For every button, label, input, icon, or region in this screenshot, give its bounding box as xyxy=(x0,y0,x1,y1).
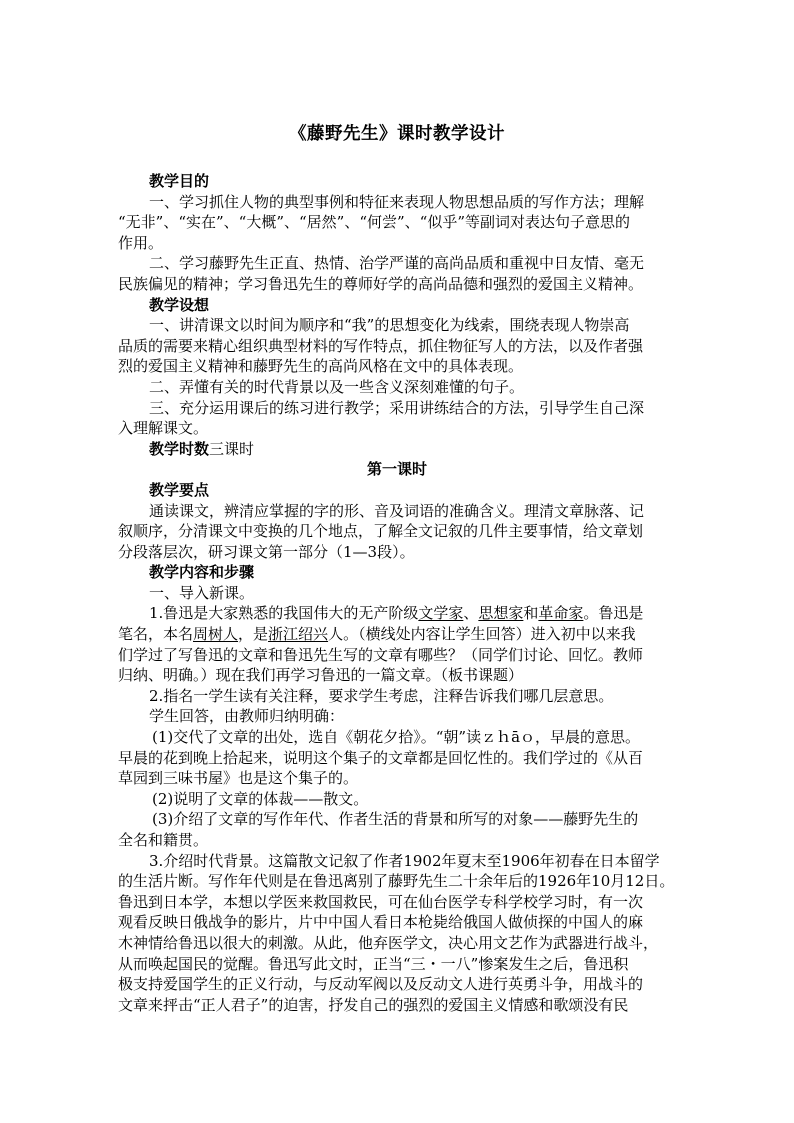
paragraph-line: 观看反映日俄战争的影片，片中中国人看日本枪毙给俄国人做侦探的中国人的麻 xyxy=(118,913,644,932)
heading-content-steps: 教学内容和步骤 xyxy=(149,563,255,582)
paragraph-line: 的生活片断。写作年代则是在鲁迅离别了藤野先生二十余年后的1926年10月12日。 xyxy=(118,872,675,891)
paragraph-line: 品质的需要来精心组织典型材料的写作特点，抓住物征写人的方法，以及作者强 xyxy=(118,336,644,355)
paragraph-line: 分段落层次，研习课文第一部分（1—3段）。 xyxy=(118,542,415,561)
paragraph-line: 们学过了写鲁迅的文章和鲁迅先生写的文章有哪些？（同学们讨论、回忆。教师 xyxy=(118,645,644,664)
teaching-hours-line xyxy=(118,439,676,460)
paragraph-line: 归纳、明确。）现在我们再学习鲁迅的一篇文章。（板书课题） xyxy=(118,666,524,685)
document-title: 《藤野先生》课时教学设计 xyxy=(289,124,505,144)
text-segment: 。鲁迅是 xyxy=(583,604,644,623)
paragraph-line: 通读课文，辨清应掌握的字的形、音及词语的准确含义。理清文章脉落、记 xyxy=(149,501,645,520)
paragraph-line: 2.指名一学生读有关注释，要求学生考虑，注释告诉我们哪几层意思。 xyxy=(149,686,614,705)
paragraph-line: 木神情给鲁迅以很大的刺激。从此，他弃医学文，决心用文艺作为武器进行战斗， xyxy=(118,933,659,952)
text-segment: 人。（横线处内容让学生回答）进入初中以来我 xyxy=(328,625,636,644)
paragraph-line: 极支持爱国学生的正义行动，与反动军阀以及反动文人进行英勇斗争，用战斗的 xyxy=(118,975,644,994)
paragraph-line: 早晨的花到晚上拾起来，说明这个集子的文章都是回忆性的。我们学过的《从百 xyxy=(118,748,644,767)
paragraph-line: 文章来抨击“正人君子”的迫害，抒发自己的强烈的爱国主义情感和歌颂没有民 xyxy=(118,995,629,1014)
text-segment: 1.鲁迅是大家熟悉的我国伟大的无产阶级 xyxy=(149,604,419,623)
paragraph-line-with-blanks xyxy=(118,603,676,624)
paragraph-line: 二、学习藤野先生正直、热情、治学严谨的高尚品质和重视中日友情、毫无 xyxy=(149,254,645,273)
paragraph-line: 草园到三味书屋》也是这个集子的。 xyxy=(118,769,359,788)
paragraph-line: 全名和籍贯。 xyxy=(118,831,209,849)
paragraph-line-with-blanks xyxy=(118,624,676,645)
heading-teaching-purpose: 教学目的 xyxy=(149,172,210,190)
paragraph-line: 三、充分运用课后的练习进行教学；采用讲练结合的方法，引导学生自己深 xyxy=(149,398,645,417)
paragraph-line: 鲁迅到日本学，本想以学医来救国救民，可在仙台医学专科学校学习时，有一次 xyxy=(118,892,644,911)
teaching-hours-value: 三课时 xyxy=(209,439,255,458)
text-segment: 、 xyxy=(463,604,479,623)
heading-teaching-hours: 教学时数 xyxy=(149,439,210,458)
paragraph-line: 学生回答，由教师归纳明确： xyxy=(149,707,345,726)
paragraph-line: 一、学习抓住人物的典型事例和特征来表现人物思想品质的写作方法；理解 xyxy=(149,192,645,211)
paragraph-line: 作用。 xyxy=(118,233,164,252)
paragraph-line: 一、导入新课。 xyxy=(149,583,255,602)
paragraph-line: 入理解课文。 xyxy=(118,419,209,438)
document-page xyxy=(118,120,676,1015)
text-segment: ，是 xyxy=(238,625,269,644)
text-segment: 和 xyxy=(523,604,539,623)
underlined-answer: 革命家 xyxy=(538,604,584,623)
paragraph-line: (2)说明了文章的体裁——散文。 xyxy=(152,789,369,808)
paragraph-line: (3)介绍了文章的写作年代、作者生活的背景和所写的对象——藤野先生的 xyxy=(152,810,639,829)
paragraph-line: 一、讲清课文以时间为顺序和“我”的思想变化为线索，围绕表现人物崇高 xyxy=(149,316,630,335)
text-segment: 笔名，本名 xyxy=(118,625,194,644)
paragraph-line: “无非”、“实在”、“大概”、“居然”、“何尝”、“似乎”等副词对表达句子意思的 xyxy=(118,213,631,232)
heading-teaching-points: 教学要点 xyxy=(149,480,210,499)
paragraph-line: 烈的爱国主义精神和藤野先生的高尚风格在文中的具体表现。 xyxy=(118,357,524,376)
underlined-answer: 浙江绍兴 xyxy=(268,625,329,644)
underlined-answer: 文学家 xyxy=(418,604,464,623)
heading-teaching-plan: 教学设想 xyxy=(149,295,210,314)
paragraph-line: 从而唤起国民的觉醒。鲁迅写此文时，正当“三・一八”惨案发生之后，鲁迅积 xyxy=(118,954,629,973)
paragraph-line: 3.介绍时代背景。这篇散文记叙了作者1902年夏末至1906年初春在日本留学 xyxy=(149,851,660,870)
paragraph-line: (1)交代了文章的出处，选自《朝花夕拾》。“朝”读ｚｈāｏ，早晨的意思。 xyxy=(152,728,641,747)
paragraph-line: 二、弄懂有关的时代背景以及一些含义深刻难懂的句子。 xyxy=(149,377,525,396)
paragraph-line: 民族偏见的精神；学习鲁迅先生的尊师好学的高尚品德和强烈的爱国主义精神。 xyxy=(118,274,644,293)
paragraph-line: 叙顺序，分清课文中变换的几个地点，了解全文记叙的几件主要事情，给文章划 xyxy=(118,522,644,541)
underlined-answer: 周树人 xyxy=(193,625,239,644)
section-heading-first-lesson: 第一课时 xyxy=(366,460,427,479)
underlined-answer: 思想家 xyxy=(478,604,524,623)
